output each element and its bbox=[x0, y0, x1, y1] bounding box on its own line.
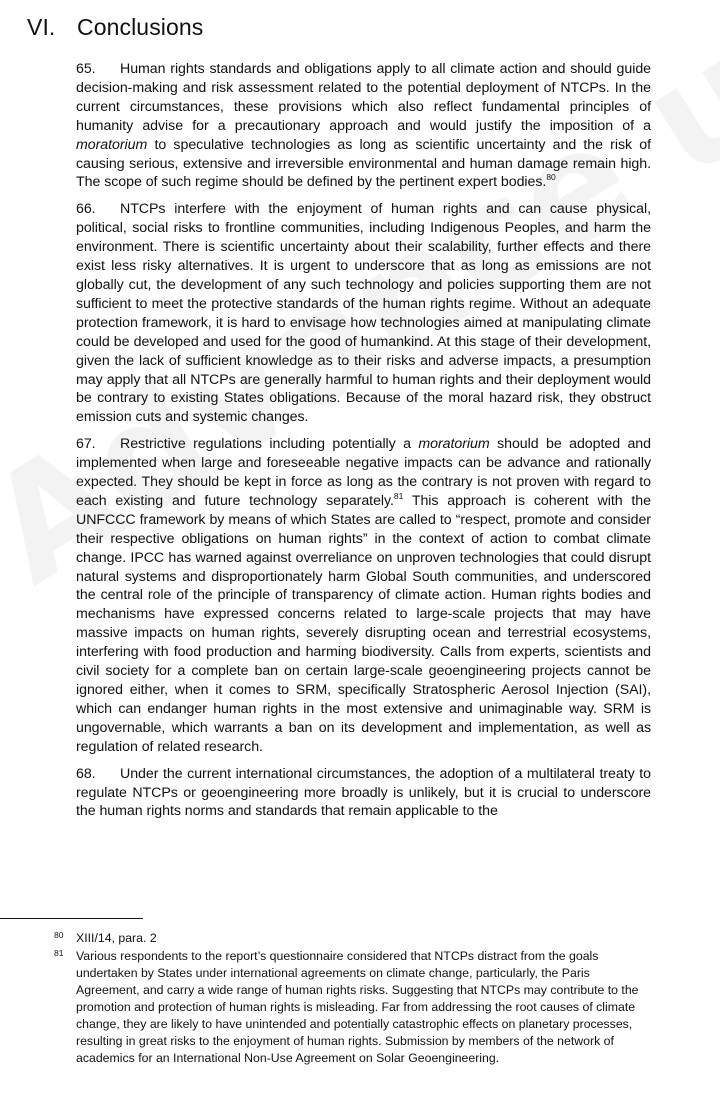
paragraph-text: This approach is coherent with the UNFCCC framework by means of which States are called to “respect, promote and consider their respective obligations on human rights” in the context of action to combat climate change. IPCC has warned against overreliance on unproven technologies that could disrupt natural systems and disproportionately harm Global South communities, and underscored the central role of the principle of transparency of climate action. Human rights bodies and mechanisms have expressed concerns related to large-scale projects that may have massive impacts on human rights, severely disrupting ocean and terrestrial ecosystems, interfering with food production and harming biodiversity. Calls from experts, scientists and civil society for a complete ban on certain large-scale geoengineering projects cannot be ignored either, when it comes to SRM, specifically Stratospheric Aerosol Injection (SAI), which can endanger human rights in the most extensive and unimaginable way. SRM is ungovernable, which warrants a ban on its development and implementation, as well as regulation of related research. bbox=[76, 492, 651, 755]
paragraph-text: Human rights standards and obligations apply to all climate action and should guide decision-making and risk assessment related to the potential deployment of NTCPs. In the current circumstances, these provisions which also reflect fundamental principles of humanity advise for a precautionary approach and would justify the imposition of a bbox=[76, 61, 651, 134]
paragraph-68 bbox=[76, 765, 651, 822]
section-number: VI. bbox=[27, 14, 56, 40]
paragraph-number: 66. bbox=[76, 201, 96, 218]
body-text bbox=[76, 60, 651, 829]
paragraph-65 bbox=[76, 60, 651, 192]
footnote-text: Various respondents to the report’s questionnaire considered that NTCPs distract from the goals undertaken by States under international agreements on climate change, particularly, the Paris Agreement, and carry a wide range of human rights risks. Suggesting that NTCPs may contribute to the promotion and protection of human rights is misleading. Far from addressing the root causes of climate change, they are likely to have unintended and potentially catastrophic effects on planetary processes, resulting in great risks to the enjoyment of human rights. Submission by members of the network of academics for an International Non-Use Agreement on Solar Geoengineering. bbox=[76, 949, 639, 1065]
paragraph-66 bbox=[76, 200, 651, 427]
paragraph-text: NTCPs interfere with the enjoyment of human rights and can cause physical, political, social risks to frontline communities, including Indigenous Peoples, and harm the environment. There is scientific uncertainty about their scalability, further effects and there exist less risky alternatives. It is urgent to underscore that as long as emissions are not globally cut, the development of any such technology and policies supporting them are not sufficient to meet the protective standards of the human rights regime. Without an adequate protection framework, it is hard to envisage how technologies aimed at manipulating climate could be developed and used for the good of humankind. At this stage of their development, given the lack of sufficient knowledge as to their risks and adverse impacts, a presumption may apply that all NTCPs are generally harmful to human rights and their deployment would be contrary to existing States obligations. Because of the moral hazard risk, they obstruct emission cuts and systemic changes. bbox=[76, 201, 651, 426]
emphasis-text: moratorium bbox=[418, 436, 490, 453]
footnote-80 bbox=[54, 930, 656, 947]
paragraph-text: should be adopted and implemented when large and foreseeable negative impacts can be advance and rationally expected. They should be kept in force as long as the contrary is not proven with regard to each existing and future technology separately. bbox=[76, 436, 651, 509]
section-heading bbox=[27, 14, 203, 41]
footnote-number: 81 bbox=[54, 948, 64, 958]
footnote-ref-80[interactable]: 80 bbox=[546, 172, 556, 183]
paragraph-text: Under the current international circumstances, the adoption of a multilateral treaty to regulate NTCPs or geoengineering more broadly is unlikely, but it is crucial to underscore the human rights norms and standards that remain applicable to the bbox=[76, 765, 651, 820]
section-title: Conclusions bbox=[77, 14, 204, 40]
footnotes bbox=[54, 930, 656, 1068]
footnote-number: 80 bbox=[54, 930, 64, 940]
footnote-text: XIII/14, para. 2 bbox=[76, 931, 157, 945]
footnote-ref-81[interactable]: 81 bbox=[393, 490, 404, 501]
paragraph-text: Restrictive regulations including potentially a bbox=[120, 436, 419, 453]
footnote-divider bbox=[0, 918, 143, 919]
paragraph-text: to speculative technologies as long as scientific uncertainty and the risk of causing serious, extensive and irreversible environmental and human damage remain high. The scope of such regime should be defined by the pertinent expert bodies. bbox=[76, 136, 651, 191]
emphasis-text: moratorium bbox=[76, 136, 148, 153]
paragraph-67 bbox=[76, 435, 651, 756]
paragraph-number: 68. bbox=[76, 765, 96, 782]
footnote-81 bbox=[54, 948, 656, 1067]
paragraph-number: 67. bbox=[76, 436, 96, 453]
paragraph-number: 65. bbox=[76, 61, 96, 77]
